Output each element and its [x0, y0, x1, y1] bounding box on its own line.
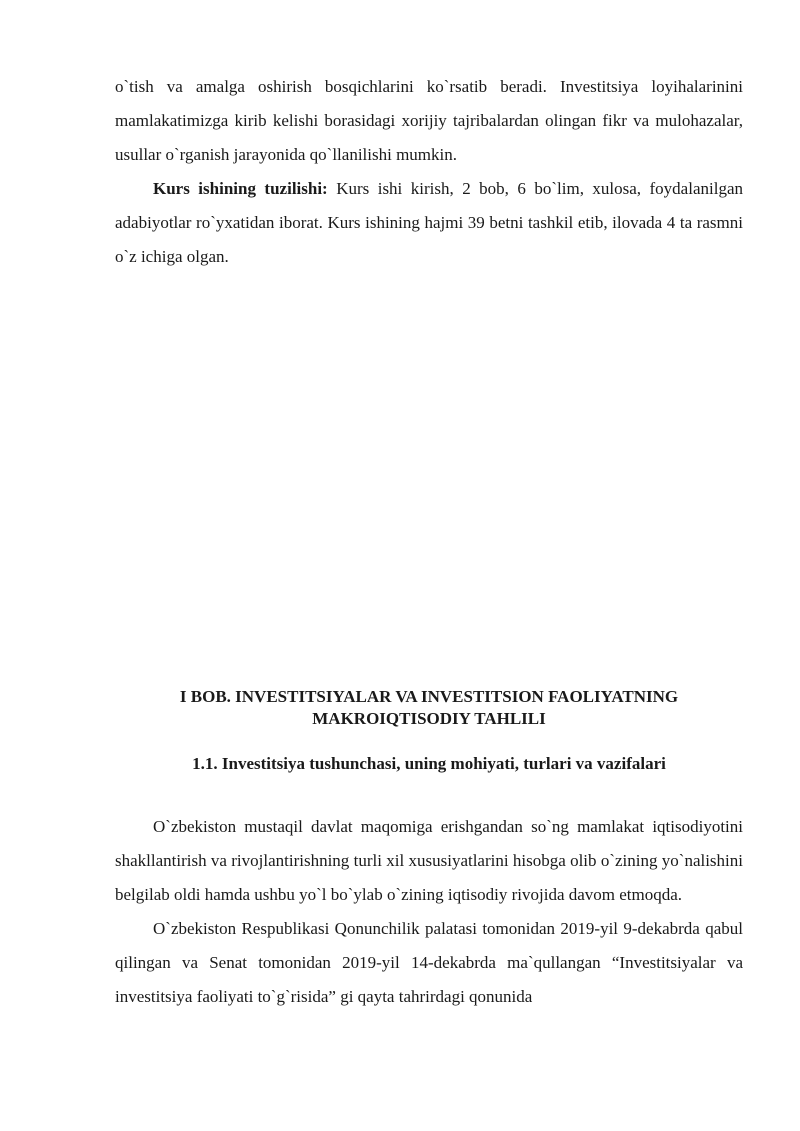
course-structure-paragraph	[115, 172, 743, 274]
course-structure-label: Kurs ishining tuzilishi:	[153, 179, 328, 198]
section-title: 1.1. Investitsiya tushunchasi, uning mohiyati, turlari va vazifalari	[192, 754, 666, 773]
chapter-title-line-1: I BOB. INVESTITSIYALAR VA INVESTITSION FAOLIYATNING	[179, 687, 679, 706]
course-structure-text: Kurs ishi kirish, 2 bob, 6 bo`lim, xulosa, foydalanilgan adabiyotlar ro`yxatidan iborat. Kurs ishining hajmi 39 betni tashkil etib, ilovada 4 ta rasmni o`z ichiga olgan.	[115, 179, 743, 266]
chapter-title-line-2: MAKROIQTISODIY TAHLILI	[312, 709, 546, 728]
blank-line	[115, 776, 743, 810]
intro-paragraph-continuation: o`tish va amalga oshirish bosqichlarini ko`rsatib beradi. Investitsiya loyihalarinini mamlakatimizga kirib kelishi borasidagi xorijiy tajribalardan olingan fikr va mulohazalar, usullar o`rganish jarayonida qo`llanilishi mumkin.	[115, 77, 743, 164]
blank-space	[115, 274, 743, 686]
body-paragraph-2: O`zbekiston Respublikasi Qonunchilik palatasi tomonidan 2019-yil 9-dekabrda qabul qilingan va Senat tomonidan 2019-yil 14-dekabrda ma`qullangan “Investitsiyalar va investitsiya faoliyati to`g`risida” gi qayta tahrirdagi qonunida	[115, 919, 743, 1006]
document-page	[115, 70, 743, 1014]
body-paragraph-1: O`zbekiston mustaqil davlat maqomiga erishgandan so`ng mamlakat iqtisodiyotini shakllantirish va rivojlantirishning turli xil xususiyatlarini hisobga olib o`zining yo`nalishini belgilab oldi hamda ushbu yo`l bo`ylab o`zining iqtisodiy rivojida davom etmoqda.	[115, 817, 743, 904]
